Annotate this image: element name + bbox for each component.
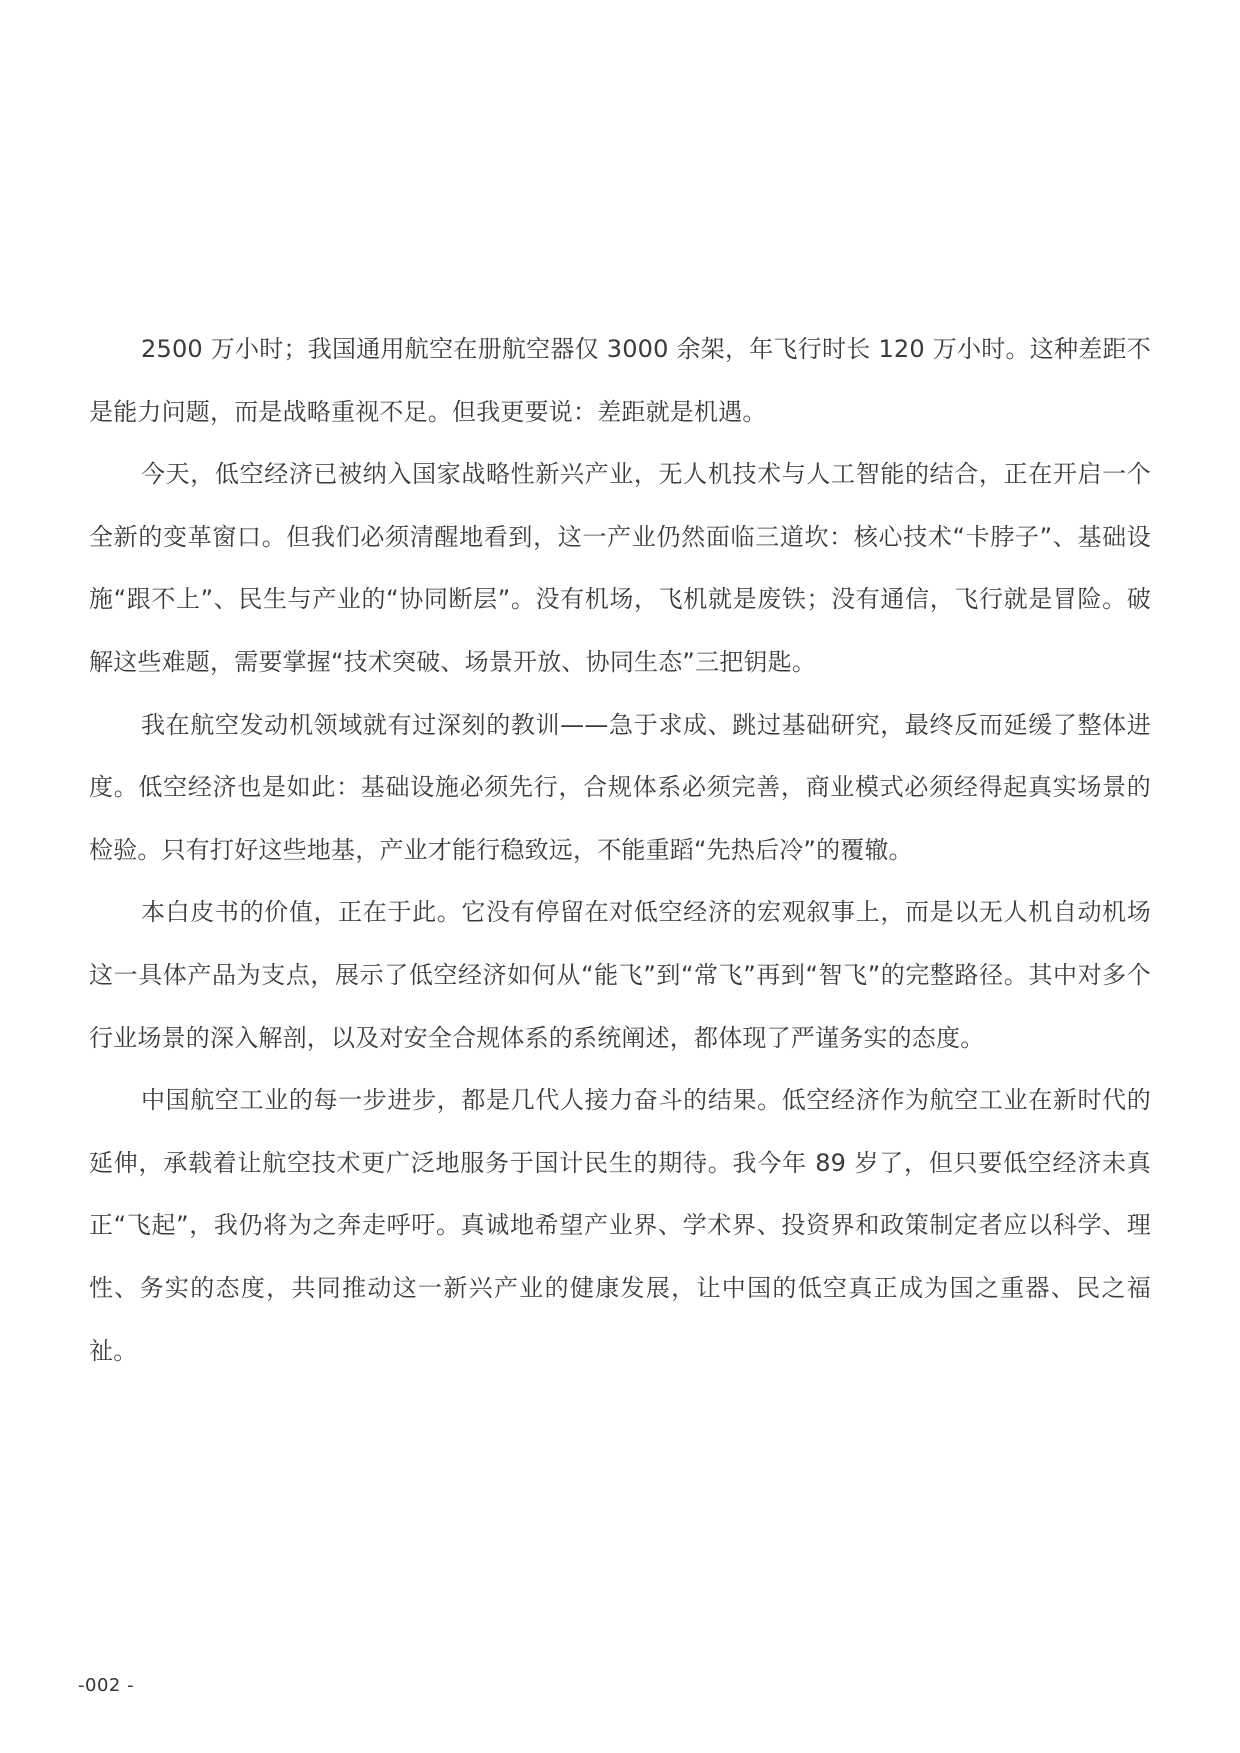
paragraph-1: 2500 万小时；我国通用航空在册航空器仅 3000 余架，年飞行时长 120 万小时。这种差距不是能力问题，而是战略重视不足。但我更要说：差距就是机遇。 bbox=[89, 335, 1151, 426]
document-body bbox=[89, 318, 1151, 1382]
page-number: -002 - bbox=[78, 1675, 135, 1696]
paragraph-2: 今天，低空经济已被纳入国家战略性新兴产业，无人机技术与人工智能的结合，正在开启一个全新的变革窗口。但我们必须清醒地看到，这一产业仍然面临三道坎：核心技术“卡脖子”、基础设施“跟不上”、民生与产业的“协同断层”。没有机场，飞机就是废铁；没有通信，飞行就是冒险。破解这些难题，需要掌握“技术突破、场景开放、协同生态”三把钥匙。 bbox=[89, 460, 1151, 676]
paragraph-4: 本白皮书的价值，正在于此。它没有停留在对低空经济的宏观叙事上，而是以无人机自动机场这一具体产品为支点，展示了低空经济如何从“能飞”到“常飞”再到“智飞”的完整路径。其中对多个行业场景的深入解剖，以及对安全合规体系的系统阐述，都体现了严谨务实的态度。 bbox=[89, 898, 1151, 1052]
paragraph-5: 中国航空工业的每一步进步，都是几代人接力奋斗的结果。低空经济作为航空工业在新时代的延伸，承载着让航空技术更广泛地服务于国计民生的期待。我今年 89 岁了，但只要低空经济未真正“飞起”，我仍将为之奔走呼吁。真诚地希望产业界、学术界、投资界和政策制定者应以科学、理性、务实的态度，共同推动这一新兴产业的健康发展，让中国的低空真正成为国之重器、民之福祉。 bbox=[89, 1086, 1151, 1365]
paragraph-3: 我在航空发动机领域就有过深刻的教训——急于求成、跳过基础研究，最终反而延缓了整体进度。低空经济也是如此：基础设施必须先行，合规体系必须完善，商业模式必须经得起真实场景的检验。只有打好这些地基，产业才能行稳致远，不能重蹈“先热后冷”的覆辙。 bbox=[89, 710, 1151, 864]
